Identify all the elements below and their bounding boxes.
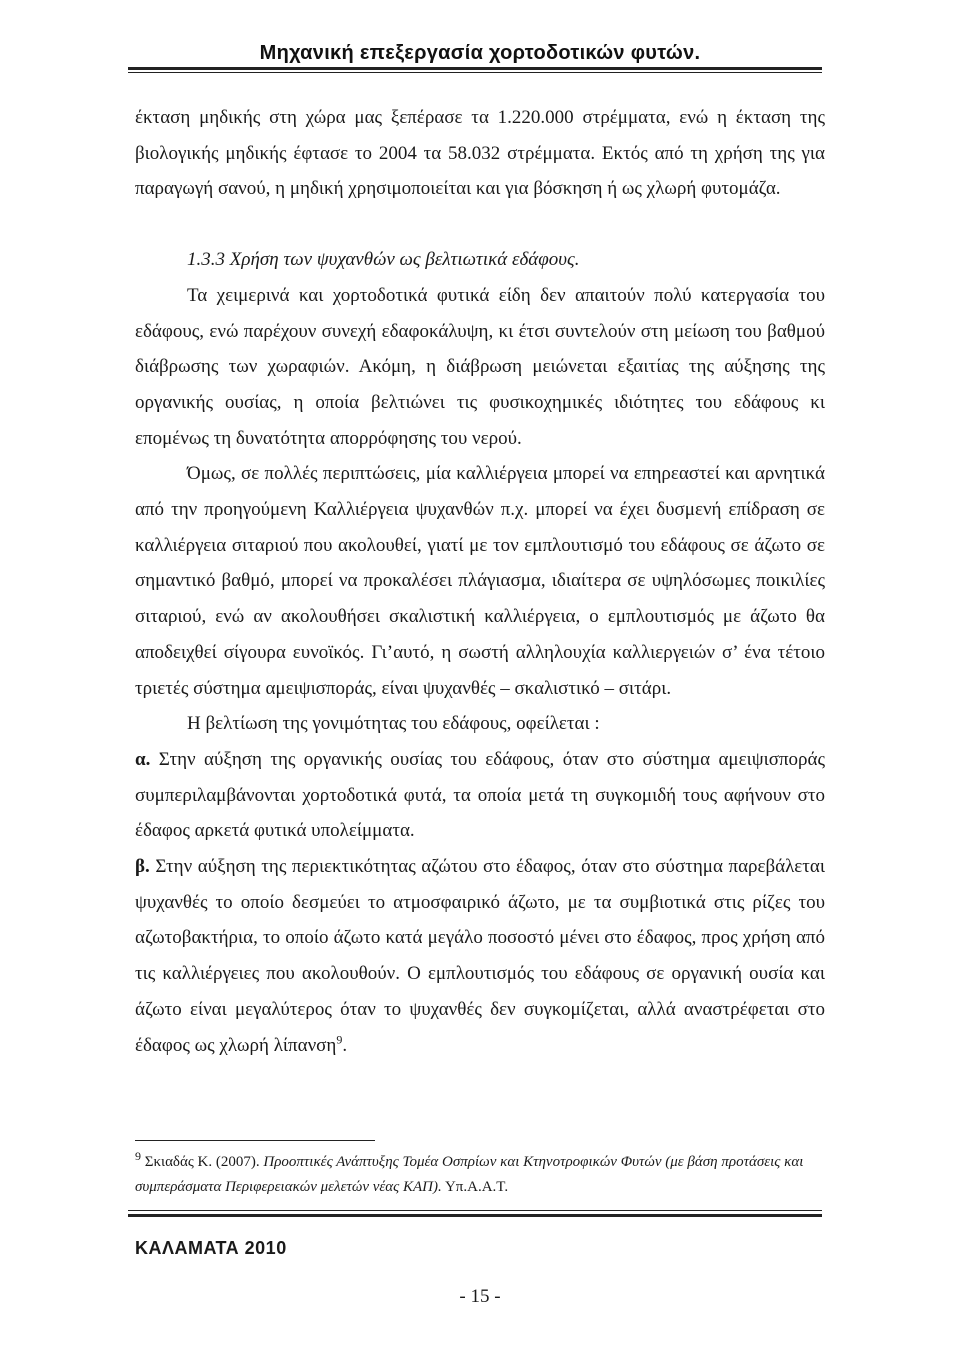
footer-rule-thin: [128, 1210, 822, 1211]
paragraph-erosion: Τα χειμερινά και χορτοδοτικά φυτικά είδη δεν απαιτούν πολύ κατεργασία του εδάφους, ενώ παρέχουν συνεχή εδαφοκάλυψη, κι έτσι συντελούν στη μείωση του βαθμού διάβρωσης των χωραφιών. Ακόμη, η διάβρωση μειώνεται εξαιτίας της αύξησης της οργανικής ουσίας, η οποία βελτιώνει τις φυσικοχημικές ιδιότητες του εδάφους κι επομένως τη δυνατότητα απορρόφησης του νερού.: [135, 284, 825, 449]
list-text-b-end: .: [342, 1034, 348, 1056]
paragraph-fertility-intro: Η βελτίωση της γονιμότητας του εδάφους, οφείλεται :: [187, 713, 600, 735]
list-text-b: Στην αύξηση της περιεκτικότητας αζώτου στο έδαφος, όταν στο σύστημα παρεβάλεται ψυχανθές το οποίο δεσμεύει το ατμοσφαιρικό άζωτο, με τα συμβιοτικά στις ρίζες του αζωτοβακτήρια, το οποίο άζωτο κατά μεγάλο ποσοστό μένει στο έδαφος, προς χρήση από τις καλλιέργειες που ακολουθούν. Ο εμπλουτισμός του εδάφους σε οργανική ουσία και άζωτο είναι μεγαλύτερος όταν το ψυχανθές δεν συγκομίζεται, αλλά αναστρέφεται στο έδαφος ως χλωρή λίπανση: [135, 856, 825, 1056]
footnote-number: 9: [135, 1149, 141, 1163]
footnote-separator: [135, 1140, 375, 1141]
paragraph-continuation: έκταση μηδικής στη χώρα μας ξεπέρασε τα 1.220.000 στρέμματα, ενώ η έκταση της βιολογικής μηδικής έφτασε το 2004 τα 58.032 στρέμματα. Εκτός από τη χρήση της για παραγωγή σανού, η μηδική χρησιμοποιείται και για βόσκηση ή ως χλωρή φυτομάζα.: [135, 107, 825, 200]
list-marker-a: α.: [135, 748, 151, 770]
list-item-b: [135, 849, 825, 1063]
footnote-author: Σκιαδάς Κ. (2007).: [141, 1154, 264, 1170]
footer-rule-thick: [128, 1214, 822, 1217]
section-heading: 1.3.3 Χρήση των ψυχανθών ως βελτιωτικά εδάφους.: [187, 249, 580, 271]
paragraph-negative-effects: Όμως, σε πολλές περιπτώσεις, μία καλλιέργεια μπορεί να επηρεαστεί και αρνητικά από την προηγούμενη Καλλιέργεια ψυχανθών π.χ. μπορεί να έχει δυσμενή επίδραση σε καλλιέργεια σιταριού που ακολουθεί, γιατί με τον εμπλουτισμό του εδάφους σε άζωτο σε σημαντικό βαθμό, μπορεί να προκαλέσει πλάγιασμα, ιδιαίτερα σε υψηλόσωμες ποικιλίες σιταριού, ενώ αν ακολουθήσει σκαλιστική καλλιέργεια, ο εμπλουτισμός με άζωτο θα αποδειχθεί σίγουρα ευνοϊκός. Γι’αυτό, η σωστή αλληλουχία καλλιεργειών σ’ ένα τέτοιο τριετές σύστημα αμειψισποράς, είναι ψυχανθές – σκαλιστικό – σιτάρι.: [135, 463, 825, 699]
footnote-title: Προοπτικές Ανάπτυξης Τομέα Οσπρίων και Κτηνοτροφικών Φυτών (με βάση προτάσεις και συμπεράσματα Περιφερειακών μελετών νέας ΚΑΠ).: [135, 1154, 804, 1195]
footnote: [135, 1150, 825, 1200]
footer-city-year: ΚΑΛΑΜΑΤΑ 2010: [135, 1238, 287, 1258]
header-rule-thick: [128, 67, 822, 70]
list-item-a: [135, 742, 825, 849]
list-marker-b: β.: [135, 856, 150, 878]
header-rule-thin: [128, 72, 822, 73]
footnote-publisher: Υπ.Α.Α.Τ.: [441, 1179, 509, 1195]
page-number: - 15 -: [459, 1286, 501, 1307]
running-header: Μηχανική επεξεργασία χορτοδοτικών φυτών.: [259, 42, 701, 64]
list-text-a: Στην αύξηση της οργανικής ουσίας του εδάφους, όταν στο σύστημα αμειψισποράς συμπεριλαμβάνονται χορτοδοτικά φυτά, τα οποία μετά τη συγκομιδή τους αφήνουν στο έδαφος αρκετά φυτικά υπολείμματα.: [135, 748, 826, 842]
body-text: [135, 100, 825, 1063]
footnote-reference[interactable]: 9: [336, 1032, 343, 1047]
